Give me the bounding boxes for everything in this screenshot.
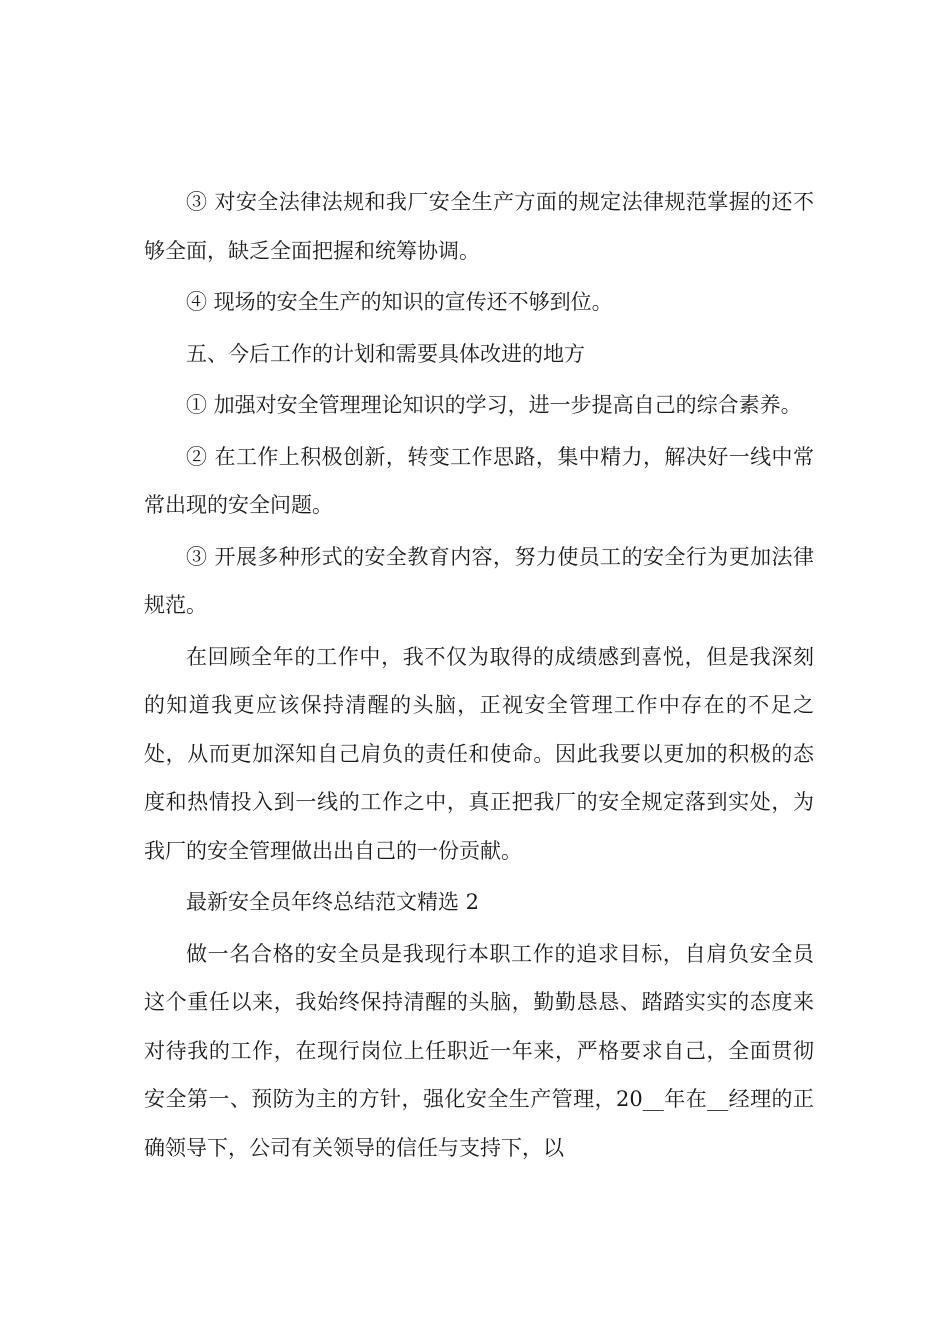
paragraph-item-4: ④ 现场的安全生产的知识的宣传还不够到位。 — [186, 290, 613, 314]
closing-paragraph: 在回顾全年的工作中，我不仅为取得的成绩感到喜悦，但是我深刻的知道我更应该保持清醒的头脑，正视安全管理工作中存在的不足之处，从而更加深知自己肩负的责任和使命。因此我要以更加的积极的态度和热情投入到一线的工作之中，真正把我厂的安全规定落到实处，为我厂的安全管理做出出自己的一份贡献。 — [144, 644, 814, 863]
section-heading-5: 五、今后工作的计划和需要具体改进的地方 — [186, 341, 585, 366]
paragraph-item-3: ③ 对安全法律法规和我厂安全生产方面的规定法律规范掌握的还不够全面，缺乏全面把握和统筹协调。 — [144, 190, 814, 263]
article-title-2: 最新安全员年终总结范文精选 2 — [186, 890, 480, 914]
document-body — [144, 178, 814, 1175]
plan-item-2: ② 在工作上积极创新，转变工作思路，集中精力，解决好一线中常常出现的安全问题。 — [144, 444, 814, 517]
plan-item-3: ③ 开展多种形式的安全教育内容，努力使员工的安全行为更加法律规范。 — [144, 544, 814, 617]
intro-paragraph: 做一名合格的安全员是我现行本职工作的追求目标，自肩负安全员这个重任以来，我始终保持清醒的头脑，勤勤恳恳、踏踏实实的态度来对待我的工作，在现行岗位上任职近一年来，严格要求自己，全面贯彻安全第一、预防为主的方针，强化安全生产管理，20__年在__经理的正确领导下，公司有关领导的信任与支持下，以 — [144, 941, 814, 1160]
plan-item-1: ① 加强对安全管理理论知识的学习，进一步提高自己的综合素养。 — [186, 393, 802, 417]
